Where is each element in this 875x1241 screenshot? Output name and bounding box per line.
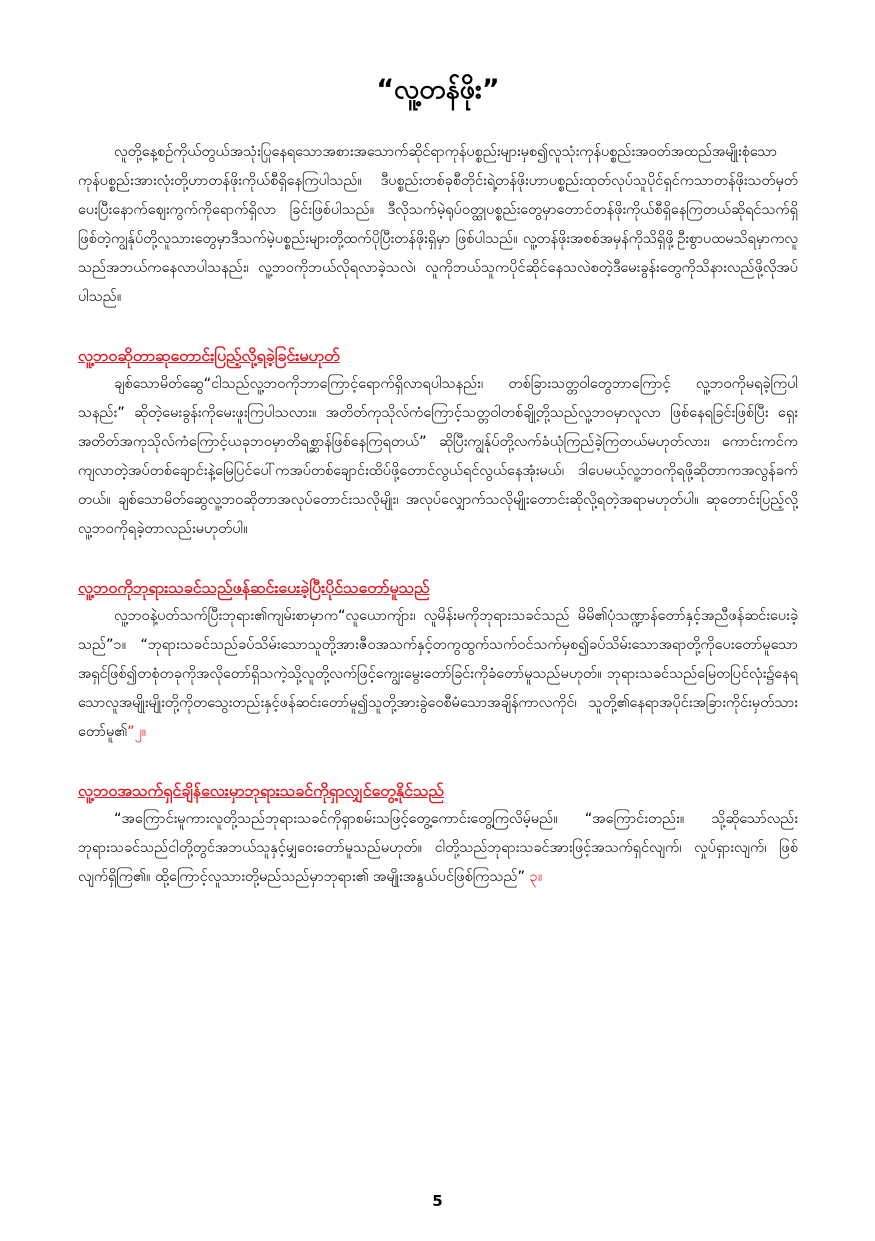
section-body-text: လူ့ဘဝနဲ့ပတ်သက်ပြီးဘုရား၏ကျမ်းစာမှာက“လူယောကျ်ား၊ လူမိန်းမကိုဘုရားသခင်သည် မိမိ၏ပုံသဏ္ဍာန်တော်နှင့်အညီဖန်ဆင်းပေးခဲ့သည်”၁။ “ဘုရားသခင်သည်ခပ်သိမ်းသောသူတို့အားဇီဝအသက်နှင့်တကွထွက်သက်ဝင်သက်မှစ၍ခပ်သိမ်းသောအရာတို့ကိုပေးတော်မူသောအရှင်ဖြစ်၍တစုံတခုကိုအလိုတော်ရှိသကဲ့သို့လူတို့လက်ဖြင့်ကျွေးမွေးတော်ခြင်းကိုခံတော်မူသည်မဟုတ်။ ဘုရားသခင်သည်မြေတပြင်လုံး၌နေရသောလူအမျိုးမျိုးတို့ကိုတသွေးတည်းနှင့်ဖန်ဆင်းတော်မူ၍သူတို့အားခွဲဝေစီမံသောအချိန်ကာလကိုင်၊ သူတို့၏နေရာအပိုင်းအခြားကိုင်းမှတ်သားတော်မူ၏ — [78, 608, 798, 740]
section-body — [78, 370, 798, 544]
footnote-marker: ၃။ — [529, 869, 543, 885]
page-content — [78, 70, 798, 892]
footnote-marker: ”၂။ — [127, 724, 147, 740]
section-body — [78, 805, 798, 892]
section-body-text: ချစ်သောမိတ်ဆွေ“ငါသည်လူ့ဘဝကိုဘာကြောင့်ရောက်ရှိလာရပါသနည်း၊ တစ်ခြားသတ္တဝါတွေဘာကြောင့် လူ့ဘဝကိုမရခဲ့ကြပါသနည်း” ဆိုတဲ့မေးခွန်းကိုမေးဖူးကြပါသလား။ အတိတ်ကုသိုလ်ကံကြောင့်သတ္တဝါတစ်ချို့တို့သည်လူ့ဘဝမှာလူလာ ဖြစ်နေရခြင်းဖြစ်ပြီး ရှေးအတိတ်အကုသိုလ်ကံကြောင့်ယခုဘဝမှာတိရစ္ဆာန်ဖြစ်နေကြရတယ်” ဆိုပြီးကျွန်ုပ်တို့လက်ခံယုံကြည်ခဲ့ကြတယ်မဟုတ်လား၊ ကောင်းကင်ကကျလာတဲ့အပ်တစ်ချောင်းနဲ့မြေပြင်ပေါ်ကအပ်တစ်ချောင်းထိပ်ဖို့တောင်လွယ်ရင်လွယ်နေအုံးမယ်၊ ဒါပေမယ့်လူ့ဘဝကိုရဖို့ဆိုတာကအလွန်ခက်တယ်။ ချစ်သောမိတ်ဆွေလူ့ဘဝဆိုတာအလုပ်တောင်းသလိုမျိုး၊ အလုပ်လျှောက်သလိုမျိုးတောင်းဆိုလို့ရတဲ့အရာမဟုတ်ပါ။ ဆုတောင်းပြည့်လို့လူ့ဘဝကိုရခဲ့တာလည်းမဟုတ်ပါ။ — [78, 376, 798, 537]
section-1 — [78, 342, 798, 544]
intro-paragraph: လူတို့နေ့စဥ်ကိုယ်တွယ်အသုံးပြုနေရသောအစားအသောက်ဆိုင်ရာကုန်ပစ္စည်းများမှစ၍လူသုံးကုန်ပစ္စည်းအဝတ်အထည်အမျိုးစုံသောကုန်ပစ္စည်းအားလုံးတို့ဟာတန်ဖိုးကိုယ်စီရှိနေကြပါသည်။ ဒီပစ္စည်းတစ်ခုစီတိုင်းရဲ့တန်ဖိုးဟာပစ္စည်းထုတ်လုပ်သူပိုင်ရှင်ကသာတန်ဖိုးသတ်မှတ်ပေးပြီးနောက်ဈေးကွက်ကိုရောက်ရှိလာ ခြင်းဖြစ်ပါသည်။ ဒီလိုသက်မဲ့ရုပ်ဝတ္ထုပစ္စည်းတွေမှာတောင်တန်ဖိုးကိုယ်စီရှိနေကြတယ်ဆိုရင်သက်ရှိဖြစ်တဲ့ကျွန်ုပ်တို့လူသားတွေမှာဒီသက်မဲ့ပစ္စည်းများတို့ထက်ပိုပြီးတန်ဖိုးရှိမှာ ဖြစ်ပါသည်။ လူ့တန်ဖိုးအစစ်အမှန်ကိုသိရှိဖို့ဦးစွာပထမသိရမှာကလူသည်အဘယ်ကနေလာပါသနည်း၊ လူ့ဘဝကိုဘယ်လိုရလာခဲ့သလဲ၊ လူကိုဘယ်သူကပိုင်ဆိုင်နေသလဲစတဲ့ဒီမေးခွန်းတွေကိုသိနားလည်ဖို့လိုအပ်ပါသည်။ — [78, 144, 798, 305]
section-3 — [78, 777, 798, 892]
section-body-text: “အကြောင်းမူကားလူတို့သည်ဘုရားသခင်ကိုရှာစမ်းသဖြင့်တွေ့ကောင်းတွေ့ကြလိမ့်မည်။ “အကြောင်းတည်း။ သို့ဆိုသော်လည်းဘုရားသခင်သည်ငါတို့တွင်အဘယ်သူနှင့်မျှဝေးတော်မူသည်မဟုတ်။ ငါတို့သည်ဘုရားသခင်အားဖြင့်အသက်ရှင်လျက်၊ လှုပ်ရှားလျက်၊ ဖြစ်လျက်ရှိကြ၏။ ထို့ကြောင့်လူသားတို့မည်သည်မှာဘုရား၏ အမျိုးအနွယ်ပင်ဖြစ်ကြသည်” — [78, 811, 798, 885]
section-2 — [78, 574, 798, 747]
section-body — [78, 602, 798, 747]
page-number: 5 — [432, 1192, 443, 1210]
section-heading: လူ့ဘဝကိုဘုရားသခင်သည်ဖန်ဆင်းပေးခဲ့ပြီးပိုင်သတော်မူသည် — [78, 578, 430, 597]
page-title: “လူ့တန်ဖိုး” — [376, 74, 500, 105]
section-heading: လူ့ဘဝဆိုတာဆုတောင်းပြည့်လို့ရခဲ့ခြင်းမဟုတ် — [78, 346, 340, 365]
section-heading: လူ့ဘဝအသက်ရှင်ချိန်လေးမှာဘုရားသခင်ကိုရှာလျှင်တွေ့နိုင်သည် — [78, 781, 444, 800]
